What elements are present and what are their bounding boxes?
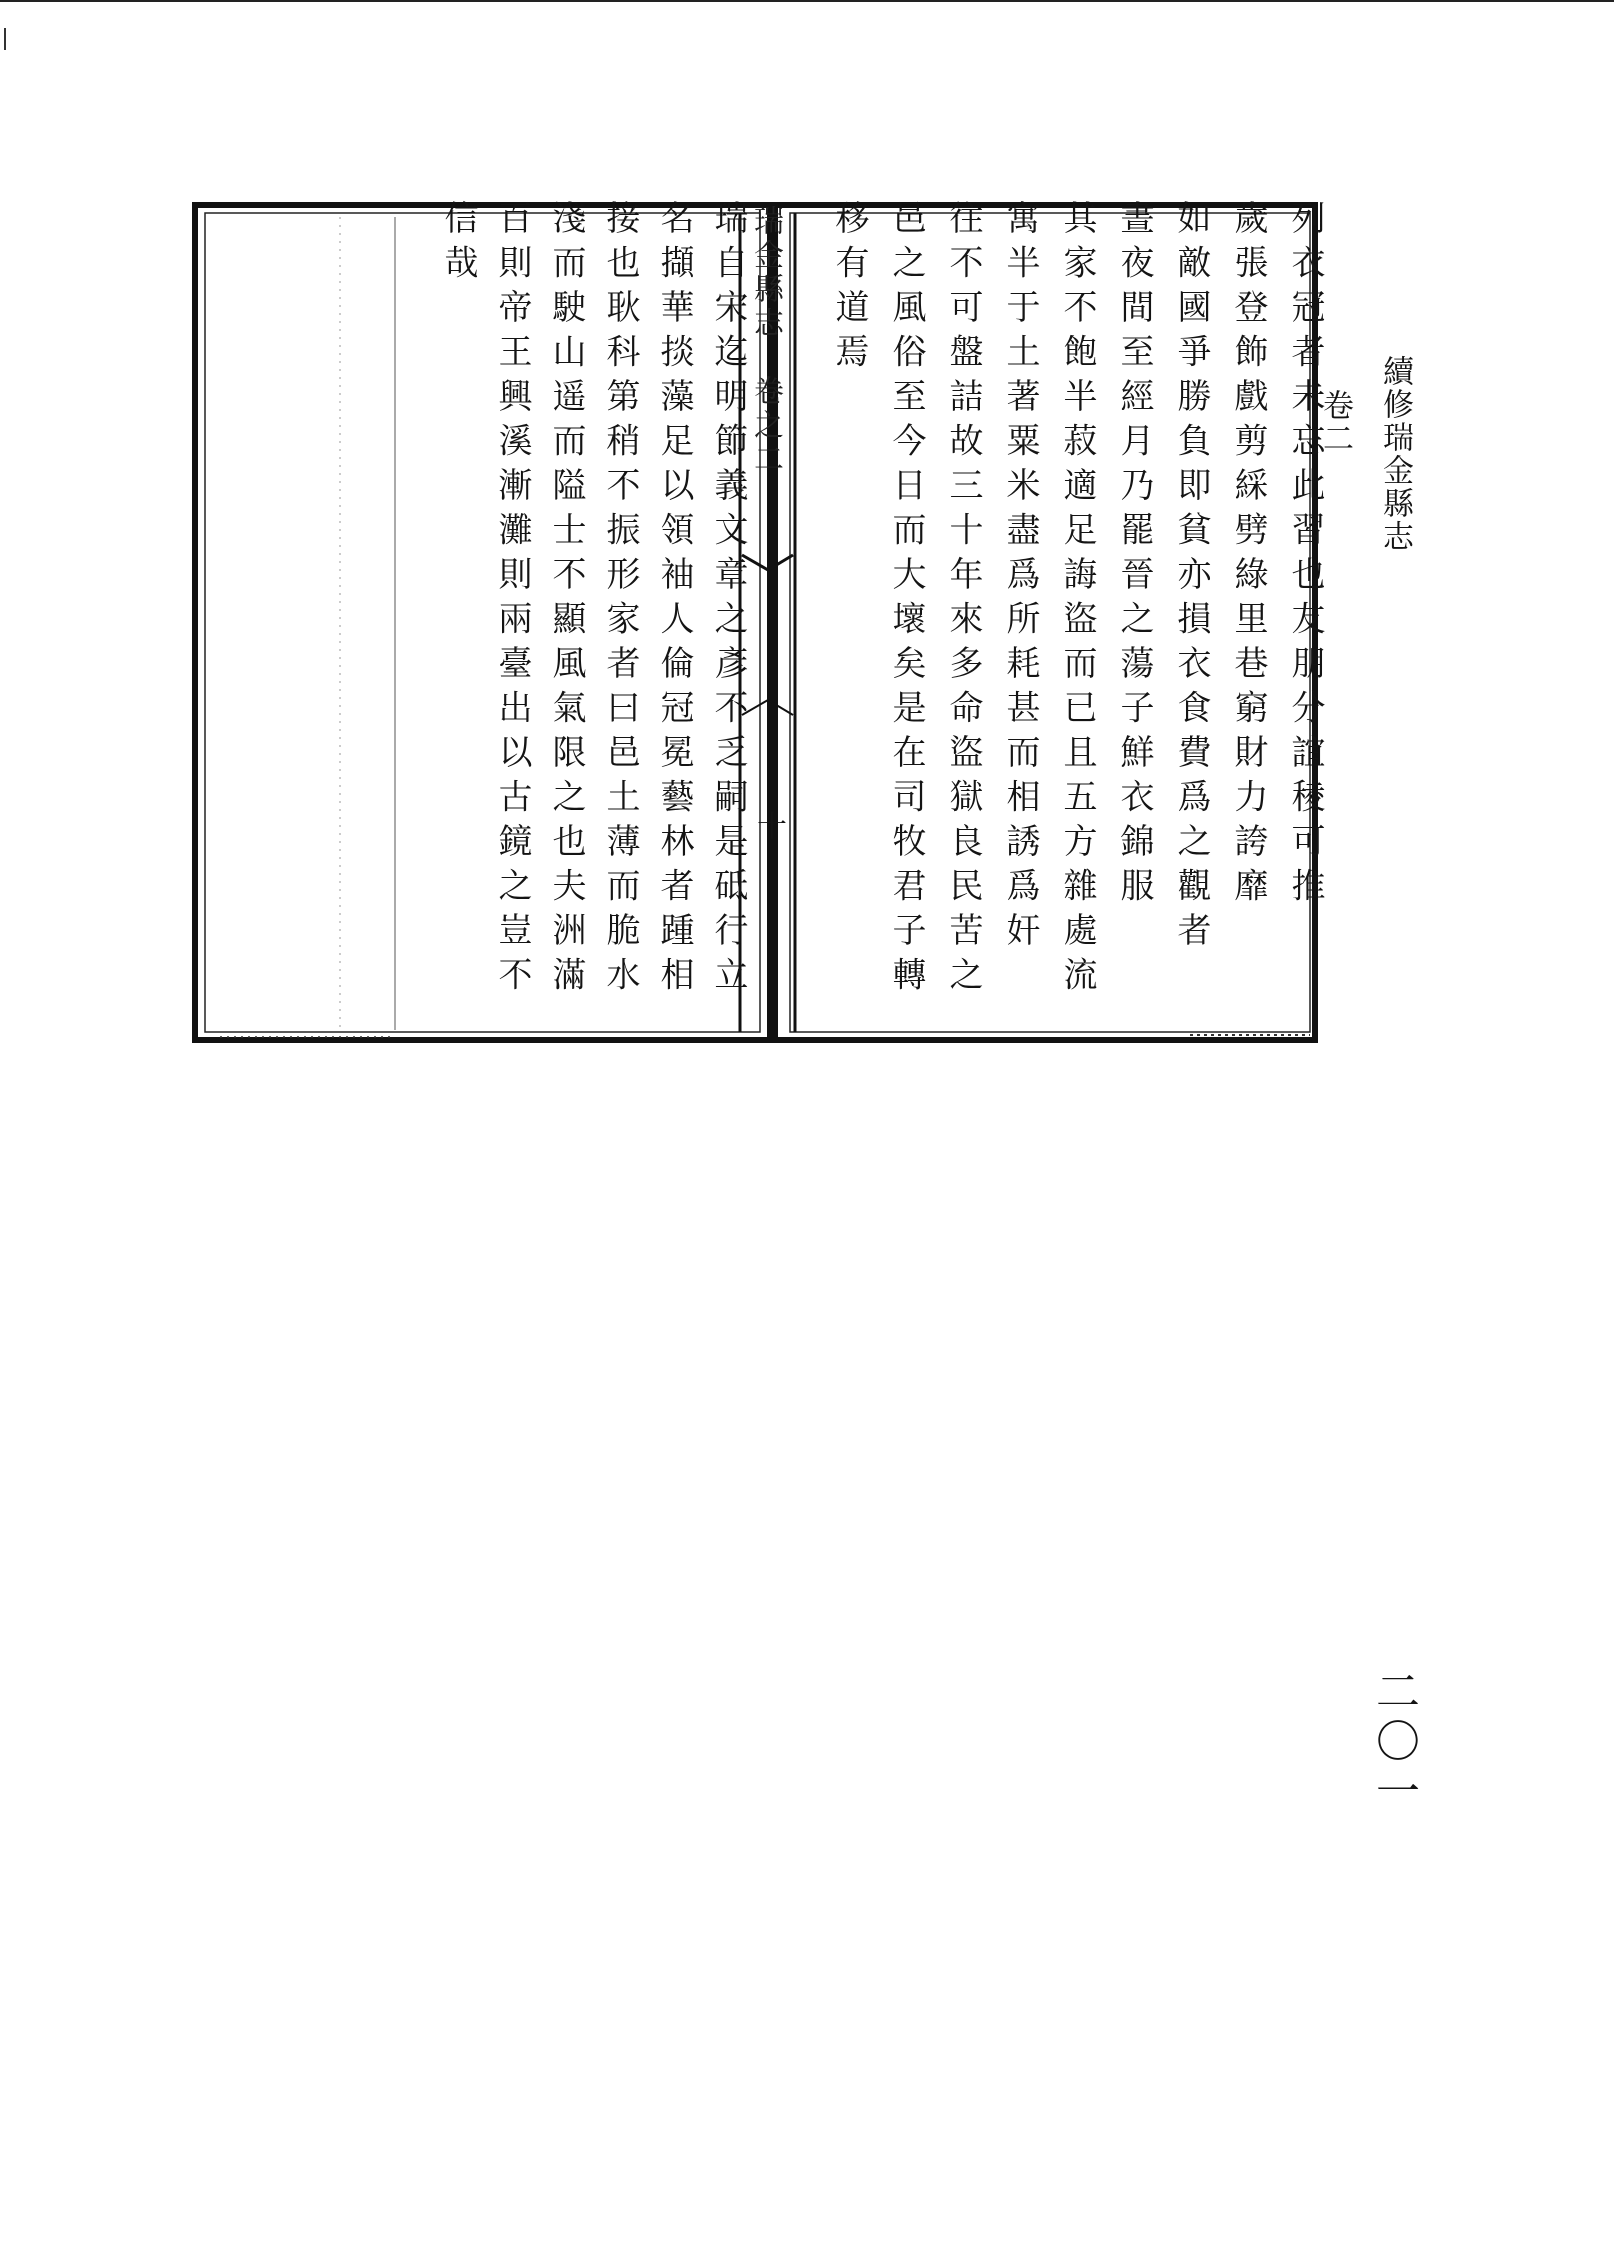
- text-column: 百則帝王興溪漸灘則兩臺出以古鏡之豈不: [492, 200, 532, 1001]
- text-column: 信哉: [438, 200, 478, 289]
- text-column: 淺而駛山遥而隘士不顯風氣限之也夫洲滿: [546, 200, 586, 1001]
- volume-label: 卷二: [1317, 389, 1353, 455]
- folio-number: 十: [751, 810, 786, 840]
- text-column: 往不可盤詰故三十年來多命盜獄良民苦之: [943, 200, 983, 1001]
- text-column: 歲張登飾戲剪綵劈綠里巷窮財力誇靡: [1228, 200, 1268, 912]
- book-title: 續修瑞金縣志: [1377, 355, 1413, 553]
- left-text-block: [398, 200, 748, 1045]
- text-column: 其家不飽半菽適足誨盜而已且五方雜處流: [1057, 200, 1097, 1001]
- page-number: 二〇一: [1368, 1668, 1419, 1818]
- right-text-block: [800, 200, 1325, 1045]
- text-column: 邑之風俗至今日而大壞矣是在司牧君子轉: [886, 200, 926, 1001]
- spine-title: 瑞金縣志 卷之二: [748, 205, 783, 477]
- text-column: 接也耿科第稍不振形家者曰邑土薄而脆水: [600, 200, 640, 1001]
- text-column: 移有道焉: [829, 200, 869, 378]
- text-column: 列衣冠者未忘此習也友朋分誼稜可推: [1285, 200, 1325, 912]
- scan-edge-mark: [4, 28, 6, 50]
- text-column: 晝夜間至經月乃罷晉之蕩子鮮衣錦服: [1114, 200, 1154, 912]
- top-border-rule: [0, 0, 1614, 2]
- text-column: 寓半于土著粟米盡爲所耗甚而相誘爲奸: [1000, 200, 1040, 957]
- text-column: 如敵國爭勝負即貧亦損衣食費爲之觀者: [1171, 200, 1211, 957]
- text-column: 瑞自宋迄明節義文章之彥不乏嗣是砥行立: [708, 200, 748, 1001]
- text-column: 名擷華掞藻足以領袖人倫冠冕藝林者踵相: [654, 200, 694, 1001]
- running-header: [1317, 355, 1425, 595]
